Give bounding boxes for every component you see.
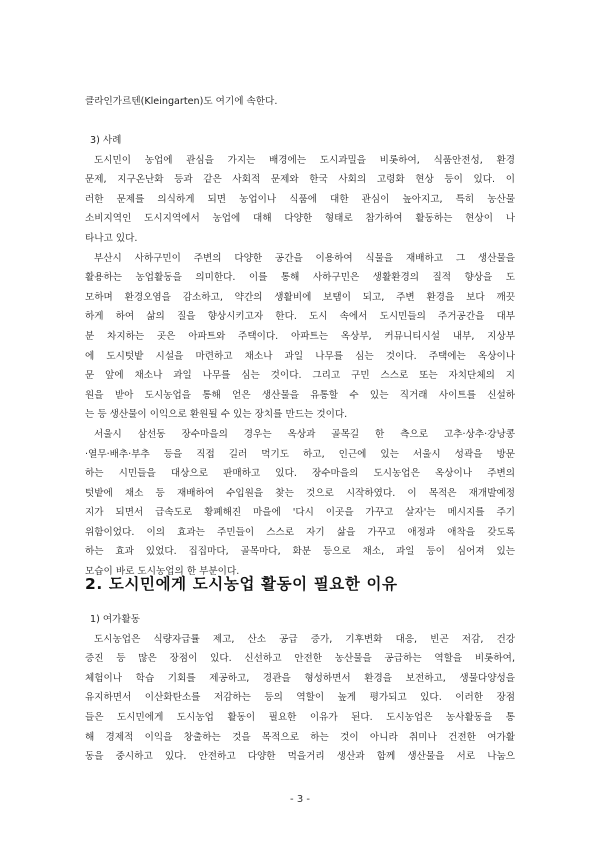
paragraph-line: 모습이 바로 도시농업의 한 부분이다.	[85, 566, 240, 578]
paragraph-line: 타나고 있다.	[85, 232, 138, 244]
section-cases-subheading: 3) 사례	[90, 135, 122, 146]
paragraph-line: 소비지역인 도시지역에서 농업에 대해 다양한 형태로 참가하여 활동하는 현상이 나	[85, 213, 515, 225]
paragraph-line: 동을 중시하고 있다. 안전하고 다양한 먹을거리 생산과 함께 생산물을 서로 나눔으	[85, 751, 515, 763]
paragraph-line: 텃밭에 채소 등 재배하여 수입원을 찾는 것으로 시작하였다. 이 목적은 재개발예정	[85, 487, 515, 499]
paragraph-line: 하는 시민들을 대상으로 판매하고 있다. 장수마을의 도시농업은 옥상이나 주변의	[85, 468, 515, 480]
cases-paragraph-1	[85, 151, 515, 249]
paragraph-line: ·열무·배추·부추 등을 직접 길러 먹기도 하고, 인근에 있는 서울시 성곽을 방문	[85, 448, 515, 460]
section-leisure-subheading: 1) 여가활동	[90, 614, 140, 625]
section-cases	[85, 131, 515, 582]
intro-block	[85, 92, 515, 112]
intro-line: 클라인가르텐(Kleingarten)도 여기에 속한다.	[85, 96, 278, 107]
chapter-heading: 2. 도시민에게 도시농업 활동이 필요한 이유	[85, 575, 398, 593]
paragraph-line: 활용하는 농업활동을 의미한다. 이를 통해 사하구민은 생활환경의 질적 향상을 도	[85, 272, 515, 284]
paragraph-line: 해 경제적 이익을 창출하는 것을 목적으로 하는 것이 아니라 취미나 건전한 여가활	[85, 731, 515, 743]
paragraph-line: 는 등 생산물이 이익으로 환원될 수 있는 장치를 만드는 것이다.	[85, 409, 348, 421]
cases-paragraph-2	[85, 249, 515, 425]
paragraph-line: 분 차지하는 곳은 아파트와 주택이다. 아파트는 옥상부, 커뮤니티시설 내부, 지상부	[85, 330, 515, 342]
paragraph-line: 하게 하여 삶의 질을 향상시키고자 한다. 도시 속에서 도시민들의 주거공간을 대부	[85, 311, 515, 323]
paragraph-line: 도시농업은 식량자급률 제고, 산소 공급 증가, 기후변화 대응, 빈곤 저감, 건강	[94, 633, 515, 645]
page-number: - 3 -	[290, 794, 310, 805]
paragraph-line: 러한 문제를 의식하게 되면 농업이나 식품에 대한 관심이 높아지고, 특히 농산물	[85, 193, 515, 205]
paragraph-line: 지가 되면서 급속도로 황폐해진 마을에 '다시 이곳을 가꾸고 살자'는 메시지를 주기	[85, 507, 515, 519]
paragraph-line: 모하며 환경오염을 감소하고, 약간의 생활비에 보탬이 되고, 주변 환경을 보다 깨끗	[85, 291, 515, 303]
paragraph-line: 원을 받아 도시농업을 통해 얻은 생산물을 유통할 수 있는 직거래 사이트를 신설하	[85, 389, 515, 401]
paragraph-line: 문 앞에 채소나 과일 나무를 심는 것이다. 그리고 구민 스스로 또는 자치단체의 지	[85, 370, 515, 382]
paragraph-line: 유지하면서 이산화탄소를 저감하는 등의 역할이 높게 평가되고 있다. 이러한 장점	[85, 692, 515, 704]
paragraph-line: 들은 도시민에게 도시농업 활동이 필요한 이유가 된다. 도시농업은 농사활동을 통	[85, 711, 515, 723]
leisure-paragraph	[85, 630, 515, 767]
paragraph-line: 에 도시텃밭 시설을 마련하고 채소나 과일 나무를 심는 것이다. 주택에는 옥상이나	[85, 350, 515, 362]
section-leisure	[85, 610, 515, 767]
paragraph-line: 체험이나 학습 기회를 제공하고, 경관을 형성하면서 환경을 보전하고, 생물다양성을	[85, 672, 515, 684]
paragraph-line: 위함이었다. 이의 효과는 주민들이 스스로 자기 삶을 가꾸고 애정과 애착을 갖도록	[85, 526, 515, 538]
paragraph-line: 도시민이 농업에 관심을 가지는 배경에는 도시과밀을 비롯하여, 식품안전성, 환경	[94, 154, 515, 166]
paragraph-line: 부산시 사하구민이 주변의 다양한 공간을 이용하여 식물을 재배하고 그 생산물을	[94, 252, 515, 264]
paragraph-line: 서울시 삼선동 장수마을의 경우는 옥상과 골목길 한 측으로 고추·상추·강낭콩	[94, 428, 515, 440]
paragraph-line: 하는 효과 있었다. 집집마다, 골목마다, 화분 등으로 채소, 과일 등이 심어져 있는	[85, 546, 515, 558]
paragraph-line: 증진 등 많은 장점이 있다. 신선하고 안전한 농산물을 공급하는 역할을 비롯하여,	[85, 653, 515, 665]
cases-paragraph-3	[85, 425, 515, 582]
paragraph-line: 문제, 지구온난화 등과 같은 사회적 문제와 한국 사회의 고령화 현상 등이 있다. 이	[85, 174, 515, 186]
